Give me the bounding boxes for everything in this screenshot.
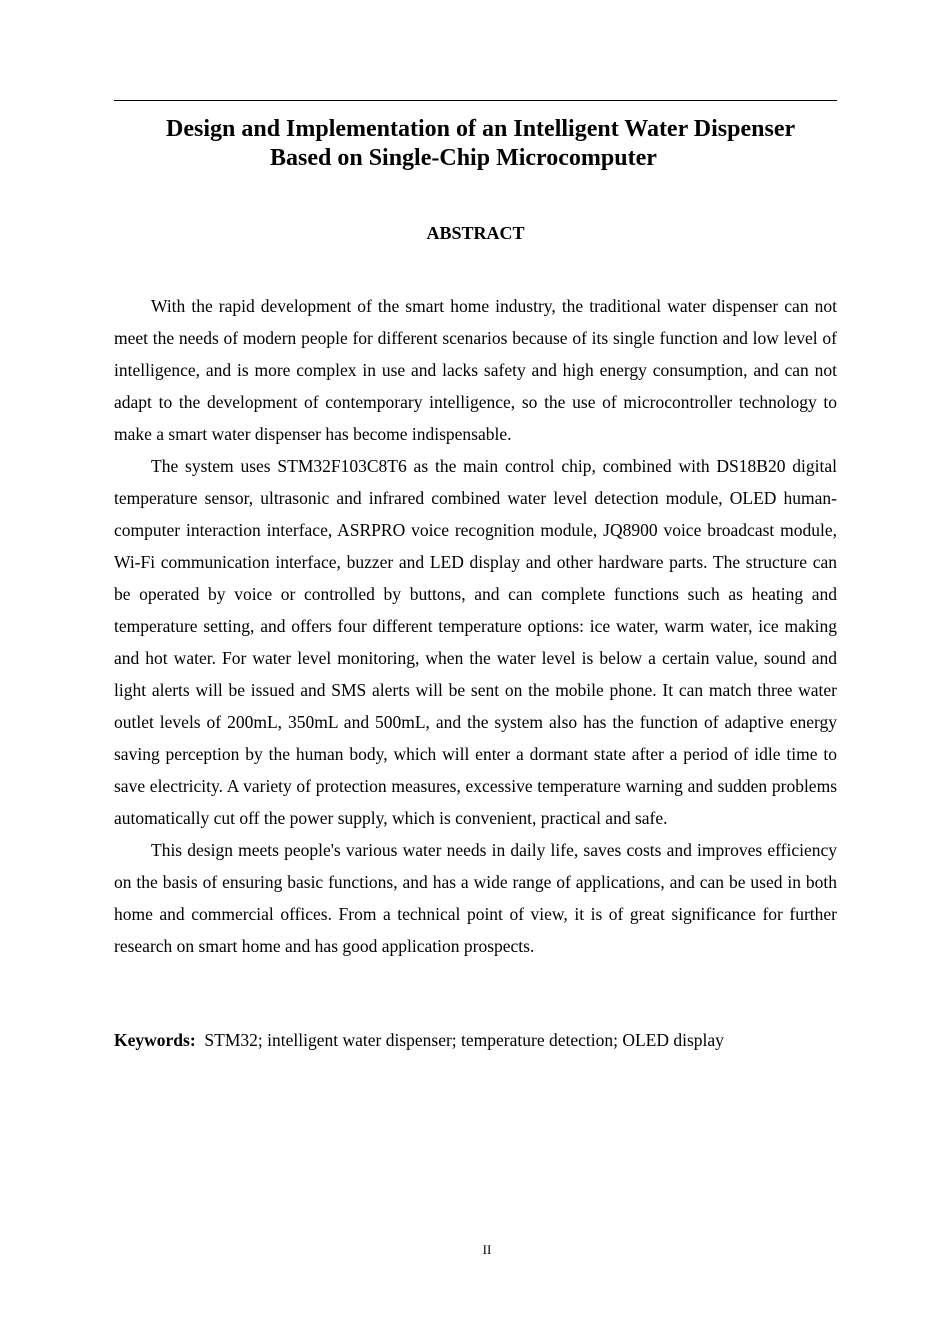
keywords-value: STM32; intelligent water dispenser; temperature detection; OLED display — [204, 1030, 724, 1050]
abstract-body — [114, 290, 837, 962]
header-rule — [114, 100, 837, 101]
page-number: II — [482, 1242, 492, 1257]
paper-title-line-2: Based on Single-Chip Microcomputer — [270, 145, 657, 171]
paper-title-line-1: Design and Implementation of an Intelligent Water Dispenser — [166, 116, 796, 142]
keywords-label: Keywords: — [114, 1030, 196, 1050]
abstract-paragraph-1: With the rapid development of the smart home industry, the traditional water dispenser can not meet the needs of modern people for different scenarios because of its single function and low level of intelligence, and is more complex in use and lacks safety and high energy consumption, and can not adapt to the development of contemporary intelligence, so the use of microcontroller technology to make a smart water dispenser has become indispensable. — [114, 296, 837, 444]
paper-title — [114, 115, 837, 173]
abstract-paragraph-2: The system uses STM32F103C8T6 as the main control chip, combined with DS18B20 digital temperature sensor, ultrasonic and infrared combined water level detection module, OLED human-computer interaction interface, ASRPRO voice recognition module, JQ8900 voice broadcast module, Wi-Fi communication interface, buzzer and LED display and other hardware parts. The structure can be operated by voice or controlled by buttons, and can complete functions such as heating and temperature setting, and offers four different temperature options: ice water, warm water, ice making and hot water. For water level monitoring, when the water level is below a certain value, sound and light alerts will be issued and SMS alerts will be sent on the mobile phone. It can match three water outlet levels of 200mL, 350mL and 500mL, and the system also has the function of adaptive energy saving perception by the human body, which will enter a dormant state after a period of idle time to save electricity. A variety of protection measures, excessive temperature warning and sudden problems automatically cut off the power supply, which is convenient, practical and safe. — [114, 456, 837, 828]
abstract-heading: ABSTRACT — [426, 223, 525, 243]
abstract-paragraph-3: This design meets people's various water needs in daily life, saves costs and improves efficiency on the basis of ensuring basic functions, and has a wide range of applications, and can be used in both home and commercial offices. From a technical point of view, it is of great significance for further research on smart home and has good application prospects. — [114, 840, 837, 956]
keywords-line — [114, 1025, 837, 1055]
